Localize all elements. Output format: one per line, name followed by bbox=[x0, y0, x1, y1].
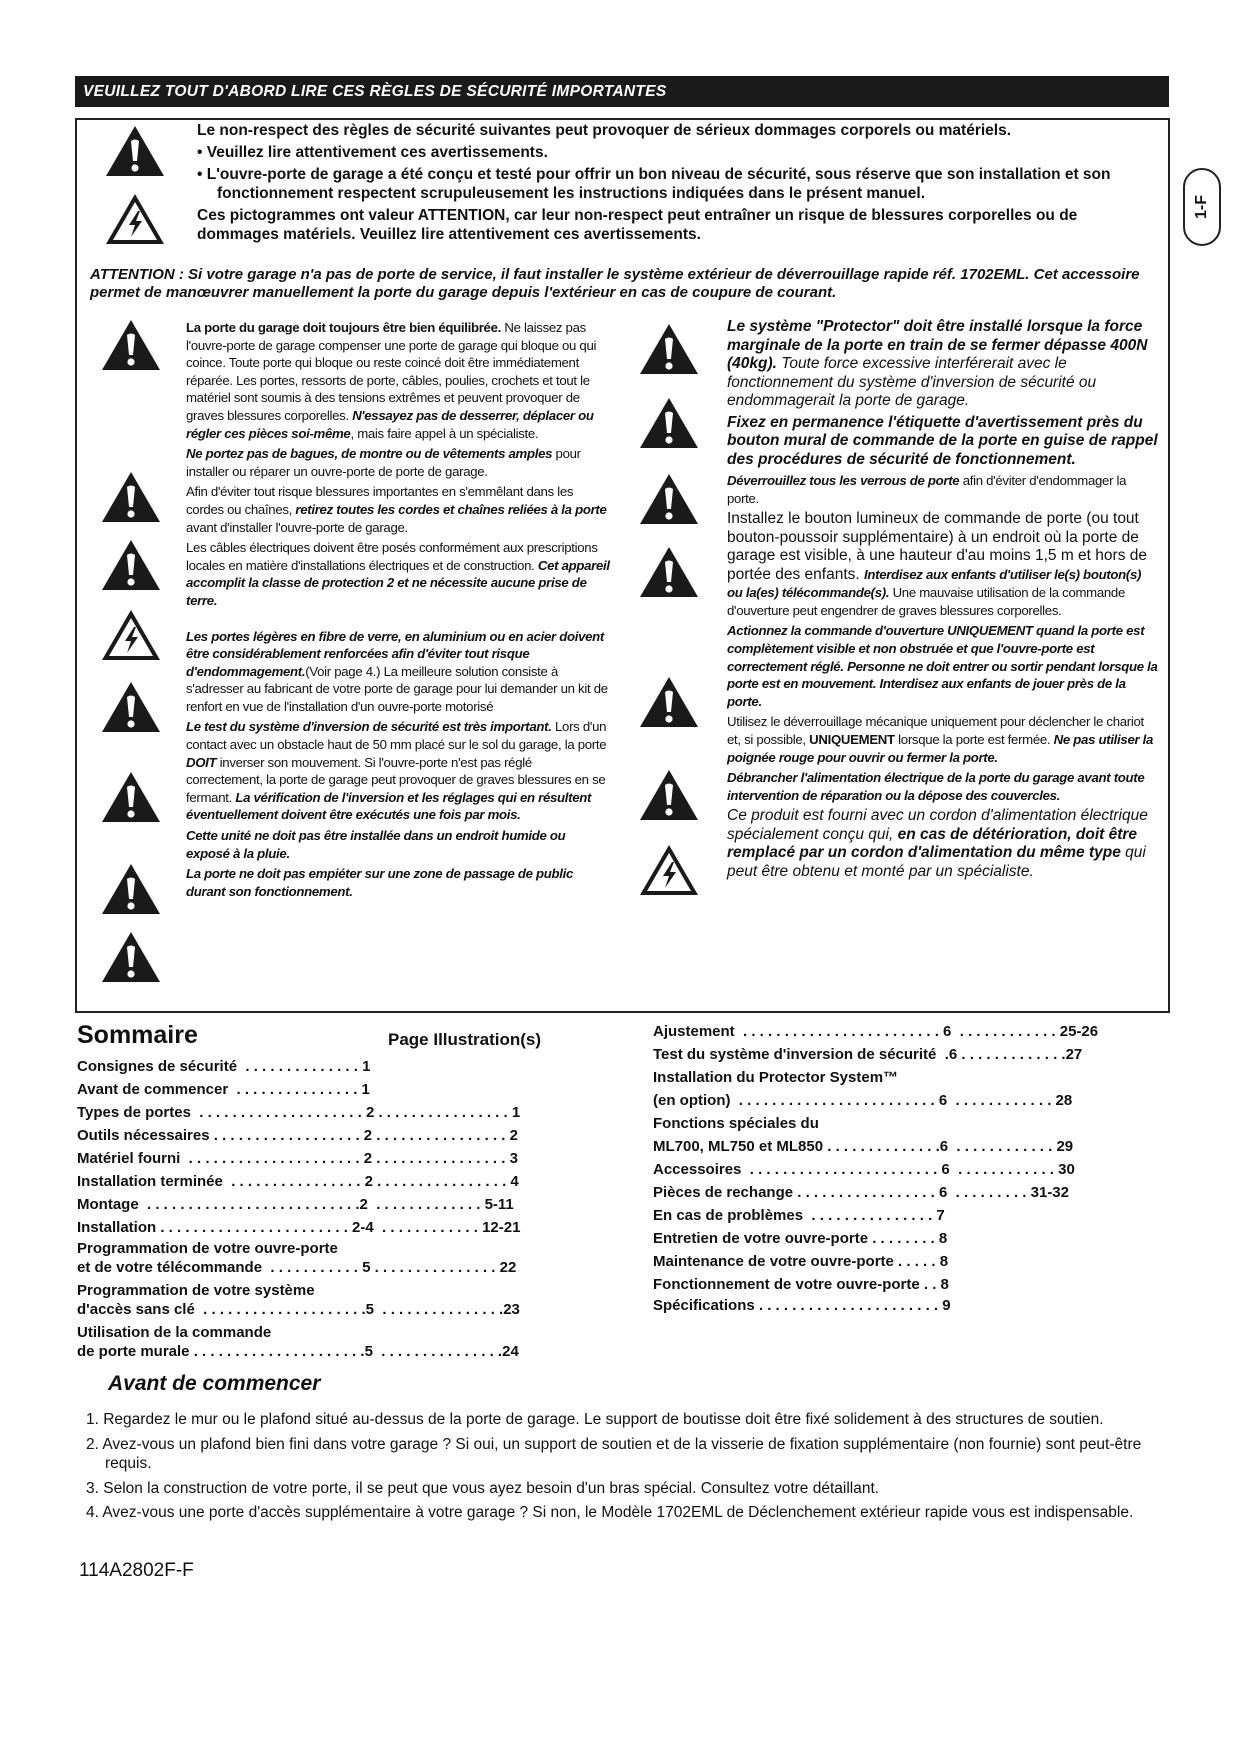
toc-row[interactable]: Programmation de votre système bbox=[77, 1282, 315, 1299]
document-code: 114A2802F-F bbox=[79, 1560, 194, 1581]
warning-reversal-test: Le test du système d'inversion de sécurité est très important. Lors d'un contact avec un obstacle haut de 50 mm placé sur le sol du garage, la porte DOIT inverser son mouvement. Si l'ouvre-porte n'est pas réglé correctement, la porte de garage peut provoquer de graves blessures en se fermant. La vérification de l'inversion et les réglages qui en résultent éventuellement doivent être exécutés une fois par mois. bbox=[186, 719, 607, 823]
toc-row[interactable]: Types de portes . . . . . . . . . . . . . . . . . . . . 2 . . . . . . . . . . . . . . . . 1 bbox=[77, 1104, 521, 1121]
list-item: 2. Avez-vous un plafond bien fini dans votre garage ? Si oui, un support de soutien et de la visserie de fixation supplémentaire (non fournie) sont peut-être requis. bbox=[86, 1435, 1142, 1472]
intro-bullet2: • L'ouvre-porte de garage a été conçu et testé pour offrir un bon niveau de sécurité, sous réserve que son installation et son fonctionnement respectent scrupuleusement les instructions indiquées dans le présent manuel. bbox=[197, 166, 1111, 202]
toc-row[interactable]: (en option) . . . . . . . . . . . . . . . . . . . . . . . . 6 . . . . . . . . . . . . 28 bbox=[653, 1092, 1073, 1109]
toc-row[interactable]: Pièces de rechange . . . . . . . . . . . . . . . . . 6 . . . . . . . . . 31-32 bbox=[653, 1184, 1069, 1201]
toc-row[interactable]: Programmation de votre ouvre-porte bbox=[77, 1240, 338, 1257]
toc-right bbox=[653, 1020, 1098, 1315]
warning-icon bbox=[638, 472, 700, 526]
toc-row[interactable]: d'accès sans clé . . . . . . . . . . . . . . . . . . . .5 . . . . . . . . . . . . . . .23 bbox=[77, 1301, 520, 1318]
warning-light-doors: Les portes légères en fibre de verre, en aluminium ou en acier doivent être considérablement renforcées afin d'éviter tout risque d'endommagement.(Voir page 4.) La meilleure solution consiste à s'adresser au fabricant de votre porte de garage pour lui demander un kit de renfort en vue de l'installation d'un ouvre-porte motorisé bbox=[186, 628, 608, 714]
toc-row[interactable]: Fonctionnement de votre ouvre-porte . . 8 bbox=[653, 1276, 949, 1293]
toc-row[interactable]: Maintenance de votre ouvre-porte . . . . . 8 bbox=[653, 1253, 949, 1270]
toc-row[interactable]: Installation . . . . . . . . . . . . . . . . . . . . . . . 2-4 . . . . . . . . . . . . 12-21 bbox=[77, 1219, 521, 1236]
toc-row[interactable]: Avant de commencer . . . . . . . . . . . . . . . 1 bbox=[77, 1081, 370, 1098]
toc-row[interactable]: Montage . . . . . . . . . . . . . . . . . . . . . . . . . .2 . . . . . . . . . . . . . 5-11 bbox=[77, 1196, 514, 1213]
toc-row[interactable]: Outils nécessaires . . . . . . . . . . . . . . . . . . 2 . . . . . . . . . . . . . . . . 2 bbox=[77, 1127, 518, 1144]
toc-row[interactable]: et de votre télécommande . . . . . . . . . . . 5 . . . . . . . . . . . . . . . 22 bbox=[77, 1259, 517, 1276]
warning-power: Débrancher l'alimentation électrique de la porte du garage avant toute intervention de réparation ou la dépose des couvercles. bbox=[727, 770, 1145, 803]
warning-cables: Les câbles électriques doivent être posés conformément aux prescriptions locales en matière d'installations électriques et de construction. Cet appareil accomplit la classe de protection 2 et ne nécessite aucune prise de terre. bbox=[186, 540, 610, 608]
intro-line2: Ces pictogrammes ont valeur ATTENTION, car leur non-respect peut entraîner un risque de blessures corporelles ou de dommages matériels. Veuillez lire attentivement ces avertissements. bbox=[197, 207, 1078, 243]
toc-row[interactable]: Installation terminée . . . . . . . . . . . . . . . . 2 . . . . . . . . . . . . . . . . 4 bbox=[77, 1173, 519, 1190]
warning-operate: Actionnez la commande d'ouverture UNIQUEMENT quand la porte est complètement visible et non obstruée et que l'ouvre-porte est correctement réglé. Personne ne doit entrer ou sortir pendant lorsque la porte est en mouvement. Interdisez aux enfants de jouer près de la porte. bbox=[727, 623, 1158, 709]
warning-balance: La porte du garage doit toujours être bien équilibrée. Ne laissez pas l'ouvre-porte de garage compenser une porte de garage qui bloque ou qui coince. Toute porte qui bloque ou reste coincé doit être immédiatement réparée. Les portes, ressorts de porte, câbles, poulies, crochets et tout le matériel sont soumis à des tensions extrêmes et peuvent provoquer de graves blessures corporelles. N'essayez pas de desserrer, déplacer ou régler ces pièces soi-même, mais faire appel à un spécialiste. bbox=[186, 320, 597, 441]
attention-note: ATTENTION : Si votre garage n'a pas de porte de service, il faut installer le système extérieur de déverrouillage rapide réf. 1702EML. Cet accessoire permet de manœuvrer manuellement la porte du garage depuis l'extérieur en cas de coupure de courant. bbox=[90, 266, 1140, 301]
toc-left bbox=[77, 1055, 520, 1361]
warning-icon bbox=[100, 930, 162, 984]
electric-hazard-icon bbox=[104, 192, 166, 246]
toc-row[interactable]: En cas de problèmes . . . . . . . . . . . . . . . 7 bbox=[653, 1207, 945, 1224]
warning-icon bbox=[638, 768, 700, 822]
warning-public: La porte ne doit pas empiéter sur une zone de passage de public durant son fonctionnement. bbox=[186, 866, 574, 899]
warning-ropes: Afin d'éviter tout risque blessures importantes en s'emmêlant dans les cordes ou chaînes, retirez toutes les cordes et chaînes reliées à la porte avant d'installer l'ouvre-porte de garage. bbox=[186, 484, 607, 535]
intro-bullet1: • Veuillez lire attentivement ces avertissements. bbox=[197, 144, 548, 161]
warning-icon bbox=[638, 675, 700, 729]
safety-banner: VEUILLEZ TOUT D'ABORD LIRE CES RÈGLES DE SÉCURITÉ IMPORTANTES bbox=[75, 76, 1169, 107]
warning-jewelry: Ne portez pas de bagues, de montre ou de vêtements amples pour installer ou réparer un ouvre-porte de porte de garage. bbox=[186, 446, 581, 479]
warning-icon bbox=[100, 538, 162, 592]
electric-hazard-icon bbox=[100, 608, 162, 662]
toc-row[interactable]: Installation du Protector System™ bbox=[653, 1069, 899, 1086]
toc-row[interactable]: Consignes de sécurité . . . . . . . . . . . . . . 1 bbox=[77, 1058, 371, 1075]
warning-cord: Ce produit est fourni avec un cordon d'alimentation électrique spécialement conçu qui, en cas de détérioration, doit être remplacé par un cordon d'alimentation du même type qui peut être obtenu et monté par un spécialiste. bbox=[727, 807, 1148, 880]
warning-icon bbox=[100, 770, 162, 824]
before-start-list bbox=[86, 1410, 1166, 1528]
toc-title: Sommaire bbox=[77, 1021, 198, 1049]
section-title: Avant de commencer bbox=[108, 1372, 321, 1395]
warning-icon bbox=[100, 680, 162, 734]
warning-protector: Le système "Protector" doit être installé lorsque la force marginale de la porte en train de se fermer dépasse 400N (40kg). Toute force excessive interférerait avec le fonctionnement du système d'inversion de sécurité ou endommagerait la porte de garage. bbox=[727, 318, 1148, 409]
right-warnings bbox=[727, 318, 1159, 884]
warning-icon bbox=[638, 322, 700, 376]
page-tab bbox=[1183, 168, 1221, 246]
warning-icon bbox=[100, 862, 162, 916]
toc-row[interactable]: Ajustement . . . . . . . . . . . . . . . . . . . . . . . . 6 . . . . . . . . . . . . 25-26 bbox=[653, 1023, 1099, 1040]
warning-icon bbox=[100, 470, 162, 524]
toc-row[interactable]: ML700, ML750 et ML850 . . . . . . . . . . . . . .6 . . . . . . . . . . . . 29 bbox=[653, 1138, 1074, 1155]
warning-humidity: Cette unité ne doit pas être installée dans un endroit humide ou exposé à la pluie. bbox=[186, 828, 566, 861]
toc-row[interactable]: de porte murale . . . . . . . . . . . . . . . . . . . . .5 . . . . . . . . . . . . . . .24 bbox=[77, 1343, 519, 1360]
warning-icon bbox=[638, 396, 700, 450]
list-item: 1. Regardez le mur ou le plafond situé au-dessus de la porte de garage. Le support de boutisse doit être fixé solidement à des structures de soutien. bbox=[86, 1411, 1104, 1428]
toc-header: Page Illustration(s) bbox=[388, 1030, 542, 1049]
warning-icon bbox=[100, 318, 162, 372]
toc-row[interactable]: Test du système d'inversion de sécurité .6 . . . . . . . . . . . . .27 bbox=[653, 1046, 1083, 1063]
toc-row[interactable]: Utilisation de la commande bbox=[77, 1324, 272, 1341]
page-tab-label: 1-F bbox=[1193, 195, 1210, 219]
electric-hazard-icon bbox=[638, 843, 700, 897]
warning-button: Installez le bouton lumineux de commande de porte (ou tout bouton-poussoir supplémentaire) à un endroit où la porte de garage est visible, à une hauteur d'au moins 1,5 m et hors de portée des enfants. Interdisez aux enfants d'utiliser le(s) bouton(s) ou la(es) télécommande(s). Une mauvaise utilisation de la commande d'ouverture peut engendrer de graves blessures corporelles. bbox=[727, 510, 1147, 618]
intro-block bbox=[197, 121, 1157, 244]
warning-icon bbox=[638, 545, 700, 599]
intro-line1: Le non-respect des règles de sécurité suivantes peut provoquer de sérieux dommages corporels ou matériels. bbox=[197, 122, 1012, 139]
toc-row[interactable]: Entretien de votre ouvre-porte . . . . . . . . 8 bbox=[653, 1230, 948, 1247]
list-item: 3. Selon la construction de votre porte, il se peut que vous ayez besoin d'un bras spécial. Consultez votre détaillant. bbox=[86, 1479, 880, 1497]
toc-row[interactable]: Accessoires . . . . . . . . . . . . . . . . . . . . . . . 6 . . . . . . . . . . . . 30 bbox=[653, 1161, 1075, 1178]
warning-release: Utilisez le déverrouillage mécanique uniquement pour déclencher le chariot et, si possible, UNIQUEMENT lorsque la porte est fermée. Ne pas utiliser la poignée rouge pour ouvrir ou fermer la porte. bbox=[727, 714, 1154, 765]
warning-icon bbox=[104, 124, 166, 178]
toc-row[interactable]: Matériel fourni . . . . . . . . . . . . . . . . . . . . . 2 . . . . . . . . . . . . . . . . 3 bbox=[77, 1150, 518, 1167]
toc-row[interactable]: Fonctions spéciales du bbox=[653, 1115, 819, 1132]
left-warnings bbox=[186, 319, 611, 903]
toc-row[interactable]: Spécifications . . . . . . . . . . . . . . . . . . . . . . 9 bbox=[653, 1297, 951, 1314]
warning-label: Fixez en permanence l'étiquette d'avertissement près du bouton mural de commande de la porte en guise de rappel des procédures de sécurité de fonctionnement. bbox=[727, 413, 1158, 468]
list-item: 4. Avez-vous une porte d'accès supplémentaire à votre garage ? Si non, le Modèle 1702EML de Déclenchement extérieur rapide vous est indispensable. bbox=[86, 1504, 1134, 1521]
warning-locks: Déverrouillez tous les verrous de porte afin d'éviter d'endommager la porte. bbox=[727, 473, 1127, 506]
